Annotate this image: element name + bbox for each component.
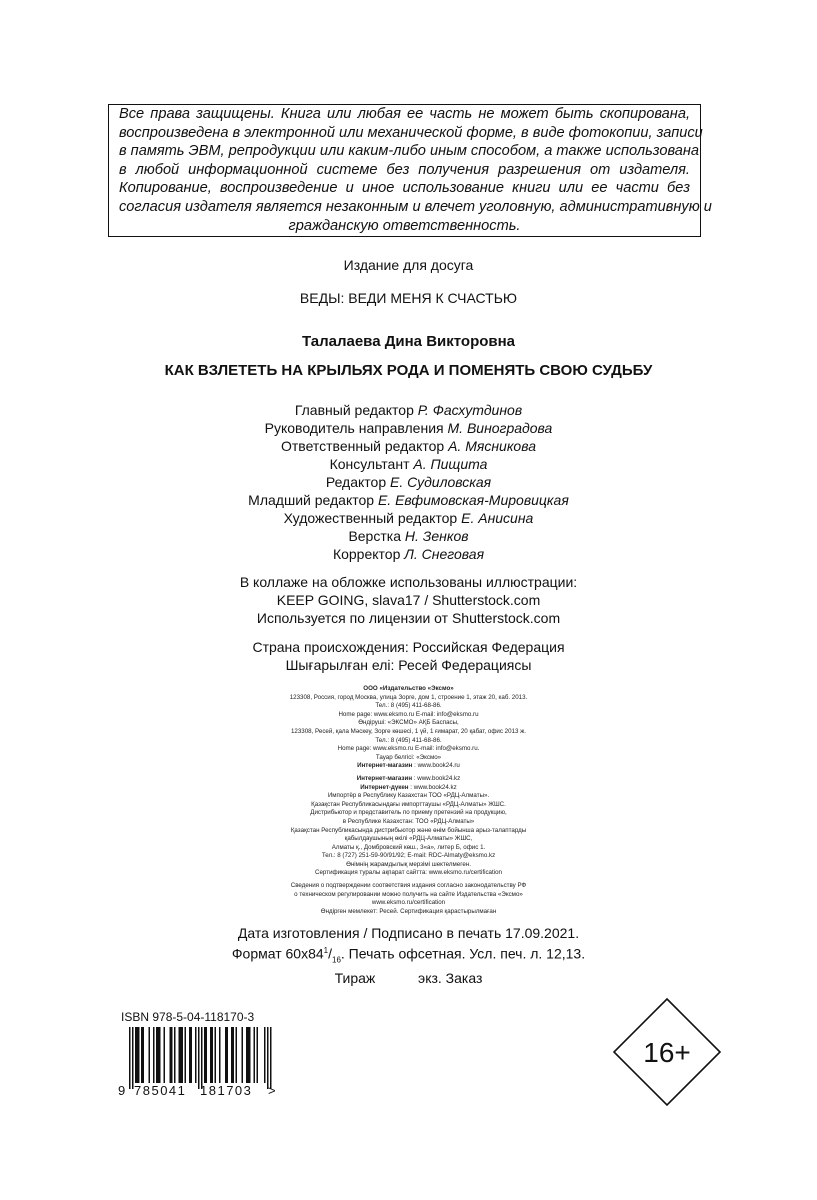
credit-line: Художественный редактор Е. Анисина xyxy=(283,510,534,526)
rights-line: Копирование, воспроизведение и иное использование книги или ее части без xyxy=(119,180,690,197)
barcode-bar xyxy=(267,1027,269,1089)
isbn-number: ISBN 978-5-04-118170-3 xyxy=(121,1010,255,1024)
barcode-bar xyxy=(138,1027,140,1083)
rights-line: воспроизведена в электронной или механической форме, в виде фотокопии, записи xyxy=(119,124,703,141)
barcode-bar xyxy=(132,1027,134,1089)
barcode-bar xyxy=(159,1027,161,1083)
barcode-bar xyxy=(164,1027,166,1083)
country-of-origin: Страна происхождения: Российская Федерация Шығарылған елі: Ресей Федерациясы xyxy=(252,639,565,673)
barcode-bar xyxy=(182,1027,184,1083)
barcode-bar xyxy=(137,1027,139,1083)
barcode-bar xyxy=(215,1027,217,1083)
rights-line: в любой информационной системе без получения разрешения от издателя. xyxy=(119,161,690,178)
age-rating-badge xyxy=(612,997,722,1107)
barcode xyxy=(118,1027,288,1099)
barcode-bar xyxy=(204,1027,206,1083)
barcode-group-right: 181703 xyxy=(200,1083,253,1098)
barcode-bar xyxy=(129,1027,131,1089)
barcode-bar xyxy=(236,1027,238,1083)
barcode-bar xyxy=(212,1027,214,1083)
barcode-bar xyxy=(135,1027,137,1083)
barcode-bar xyxy=(198,1027,200,1089)
credit-line: Корректор Л. Снеговая xyxy=(332,546,485,562)
barcode-bar xyxy=(174,1027,176,1083)
barcode-bar xyxy=(264,1027,266,1083)
edition-type: Издание для досуга xyxy=(343,257,474,273)
publisher-imprint: ООО «Издательство «Эксмо» 123308, Россия, город Москва, улица Зорге, дом 1, строение 1, этаж 20, каб. 2013. Тел.: 8 (495) 411-68-86. Home page: www.eksmo.ru E-mail: info@eksmo.ru Өндіруші: «ЭКСМО» АҚБ Баспасы, 123308, Ресей, қала Мәскеу, Зорге көшесі, 1 үй, 1 ғимарат, 20 қабат, офис 2013 ж. Тел.: 8 (495) 411-68-86. Home page: www.eksmo.ru E-mail: info@eksmo.ru. Тауар белгісі: «Эксмо» Интернет-магазин : www.book24.ru Интернет-магазин : www.book24.kz Интернет-дүкен : www.book24.kz Импортёр в Республику Казахстан ТОО «РДЦ-Алматы». Қазақстан Республикасындағы импорттаушы «РДЦ-Алматы» ЖШС. Дистрибьютор и представитель по приему претензий на продукцию, в Республике Казахстан: ТОО «РДЦ-Алматы» Қазақстан Республикасында дистрибьютор және өнім бойынша арыз-талаптарды қабылдаушының өкілі «РДЦ-Алматы» ЖШС, Алматы қ., Домбровский көш., 3«а», литер Б, офис 1. Тел.: 8 (727) 251-59-90/91/92; E-mail: RDC-Almaty@eksmo.kz Өнімнің жарамдылық мерзімі шектелмеген. Сертификация туралы ақпарат сайтта: www.eksmo.ru/certification Сведения о подтверждении соответствия издания согласно законодательству РФ о техническом регулировании можно получить на сайте Издательства «Эксмо» www.eksmo.ru/certification Өндірген мемлекет: Ресей. Сертификация қарастырылмаған xyxy=(289,685,528,915)
barcode-bar xyxy=(210,1027,212,1083)
barcode-bar xyxy=(171,1027,173,1083)
barcode-bar xyxy=(231,1027,233,1083)
barcode-bar xyxy=(270,1027,272,1089)
credit-line: Редактор Е. Судиловская xyxy=(325,474,492,490)
rights-line: согласия издателя является незаконным и влечет уголовную, административную и xyxy=(119,198,712,215)
barcode-bar xyxy=(233,1027,235,1083)
barcode-end-mark: > xyxy=(268,1083,276,1098)
barcode-bar xyxy=(141,1027,143,1083)
credit-line: Руководитель направления М. Виноградова xyxy=(264,420,553,436)
barcode-group-left: 785041 xyxy=(134,1083,187,1098)
editorial-credits xyxy=(0,401,817,563)
book-title: КАК ВЗЛЕТЕТЬ НА КРЫЛЬЯХ РОДА И ПОМЕНЯТЬ СВОЮ СУДЬБУ xyxy=(164,362,653,379)
barcode-bar xyxy=(149,1027,151,1083)
barcode-bar xyxy=(248,1027,250,1083)
barcode-first-digit: 9 xyxy=(118,1083,126,1098)
copyright-notice xyxy=(108,104,712,237)
print-format: Формат $60x84^1/_{16}$. Печать офсетная. Усл. печ. л. 12,13. xyxy=(231,945,586,965)
barcode-bar xyxy=(158,1027,160,1083)
barcode-bar xyxy=(180,1027,182,1083)
age-rating: 16+ xyxy=(643,1037,691,1068)
barcode-bar xyxy=(195,1027,197,1083)
rights-line: гражданскую ответственность. xyxy=(288,217,521,234)
barcode-bar xyxy=(254,1027,256,1083)
rights-line: Все права защищены. Книга или любая ее часть не может быть скопирована, xyxy=(119,106,690,122)
series-name: ВЕДЫ: ВЕДИ МЕНЯ К СЧАСТЬЮ xyxy=(299,290,518,306)
credit-line: Консультант А. Пищита xyxy=(329,456,488,472)
barcode-bar xyxy=(242,1027,244,1083)
barcode-bar xyxy=(191,1027,193,1083)
rights-line: в память ЭВМ, репродукции или каким-либо иным способом, а также использована xyxy=(119,143,700,160)
barcode-bar xyxy=(156,1027,158,1083)
barcode-bar xyxy=(179,1027,181,1083)
print-date: Дата изготовления / Подписано в печать 17.09.2021. xyxy=(237,925,580,941)
illustration-credits: В коллаже на обложке использованы иллюстрации: KEEP GOING, slava17 / Shutterstock.com Используется по лицензии от Shutterstock.com xyxy=(239,574,578,626)
barcode-bar xyxy=(185,1027,187,1083)
credit-line: Верстка Н. Зенков xyxy=(348,528,469,544)
barcode-bar xyxy=(227,1027,229,1083)
barcode-bar xyxy=(170,1027,172,1083)
barcode-bar xyxy=(257,1027,259,1083)
credit-line: Главный редактор Р. Фасхутдинов xyxy=(294,402,523,418)
barcode-bar xyxy=(219,1027,221,1083)
barcode-bar xyxy=(153,1027,155,1083)
author-name: Талалаева Дина Викторовна xyxy=(301,333,516,350)
print-details xyxy=(0,924,817,987)
barcode-bar xyxy=(201,1027,203,1089)
barcode-bar xyxy=(246,1027,248,1083)
print-run: Тираж экз. Заказ xyxy=(334,970,483,987)
barcode-bar xyxy=(225,1027,227,1083)
barcode-bar xyxy=(249,1027,251,1083)
credit-line: Младший редактор Е. Евфимовская-Мировицкая xyxy=(248,492,569,508)
credit-line: Ответственный редактор А. Мясникова xyxy=(280,438,537,454)
barcode-bar xyxy=(143,1027,145,1083)
barcode-bar xyxy=(206,1027,208,1083)
barcode-bar xyxy=(189,1027,191,1083)
